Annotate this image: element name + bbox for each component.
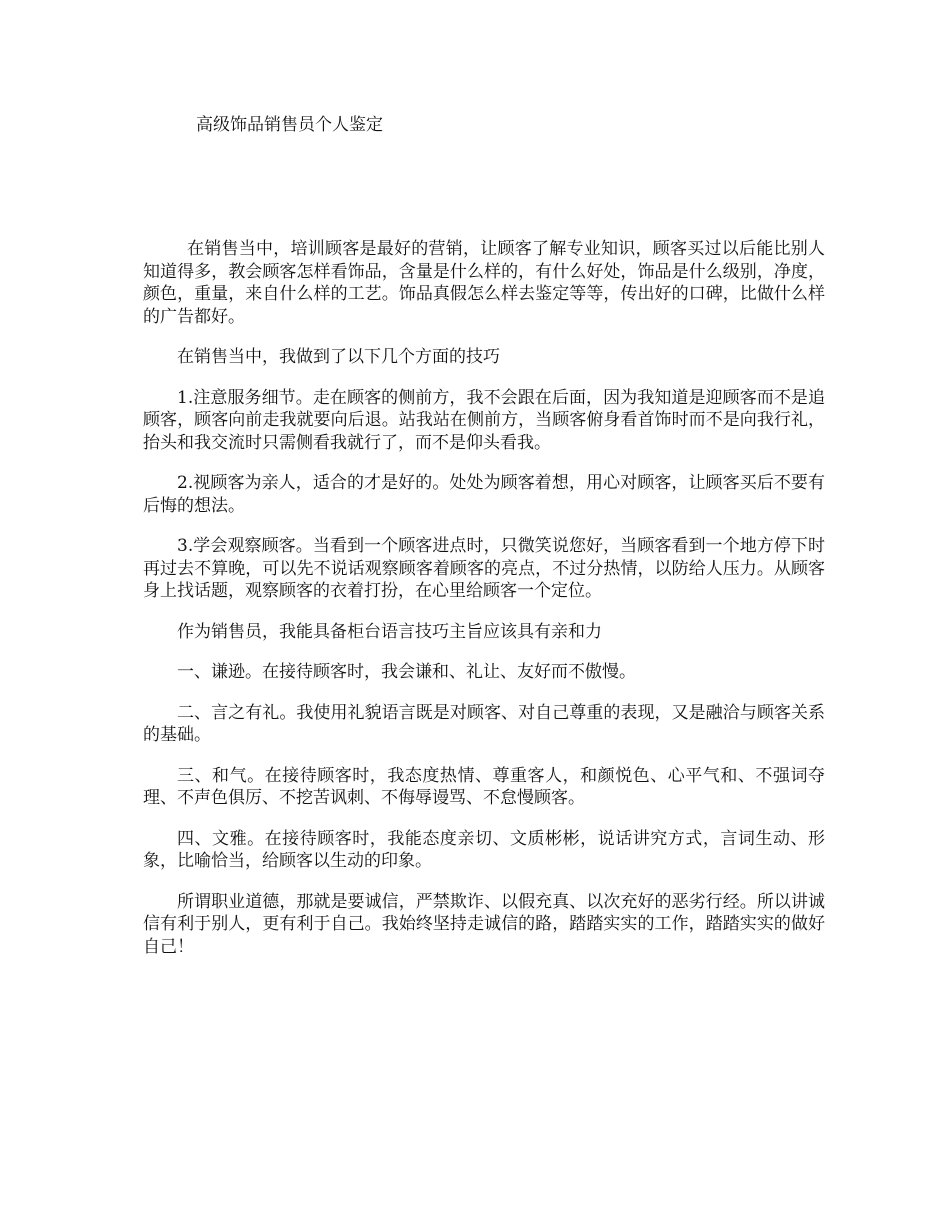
paragraph-language-heading: 作为销售员，我能具备柜台语言技巧主旨应该具有亲和力 [177, 621, 602, 642]
paragraph-intro: 在销售当中，培训顾客是最好的营销，让顾客了解专业知识，顾客买过以后能比别人知道得多，教会顾客怎样看饰品，含量是什么样的，有什么好处，饰品是什么级别，净度，颜色，重量，来自什么样的工艺。饰品真假怎么样去鉴定等等，传出好的口碑，比做什么样的广告都好。 [143, 239, 825, 327]
paragraph-point-3: 三、和气。在接待顾客时，我态度热情、尊重客人，和颜悦色、心平气和、不强词夺理、不声色俱厉、不挖苦讽刺、不侮辱谩骂、不怠慢顾客。 [143, 765, 825, 808]
paragraph-skill-3: 3.学会观察顾客。当看到一个顾客进点时，只微笑说您好，当顾客看到一个地方停下时再过去不算晚，可以先不说话观察顾客着顾客的亮点，不过分热情，以防给人压力。从顾客身上找话题，观察顾客的衣着打扮，在心里给顾客一个定位。 [143, 536, 825, 601]
document-title: 高级饰品销售员个人鉴定 [196, 115, 383, 135]
paragraph-skill-1: 1.注意服务细节。走在顾客的侧前方，我不会跟在后面，因为我知道是迎顾客而不是追顾客，顾客向前走我就要向后退。站我站在侧前方，当顾客俯身看首饰时而不是向我行礼，抬头和我交流时只需侧看我就行了，而不是仰头看我。 [143, 387, 825, 453]
paragraph-skill-2: 2.视顾客为亲人，适合的才是好的。处处为顾客着想，用心对顾客，让顾客买后不要有后悔的想法。 [143, 473, 825, 516]
document-body [143, 238, 825, 976]
paragraph-skills-heading: 在销售当中，我做到了以下几个方面的技巧 [177, 347, 500, 367]
paragraph-point-2: 二、言之有礼。我使用礼貌语言既是对顾客、对自己尊重的表现，又是融洽与顾客关系的基础。 [143, 702, 825, 745]
paragraph-conclusion: 所谓职业道德，那就是要诚信，严禁欺诈、以假充真、以次充好的恶劣行经。所以讲诚信有利于别人，更有利于自己。我始终坚持走诚信的路，踏踏实实的工作，踏踏实实的做好自己！ [143, 891, 825, 957]
paragraph-point-1: 一、谦逊。在接待顾客时，我会谦和、礼让、友好而不傲慢。 [177, 662, 636, 682]
paragraph-point-4: 四、文雅。在接待顾客时，我能态度亲切、文质彬彬，说话讲究方式，言词生动、形象，比喻恰当，给顾客以生动的印象。 [143, 828, 825, 871]
